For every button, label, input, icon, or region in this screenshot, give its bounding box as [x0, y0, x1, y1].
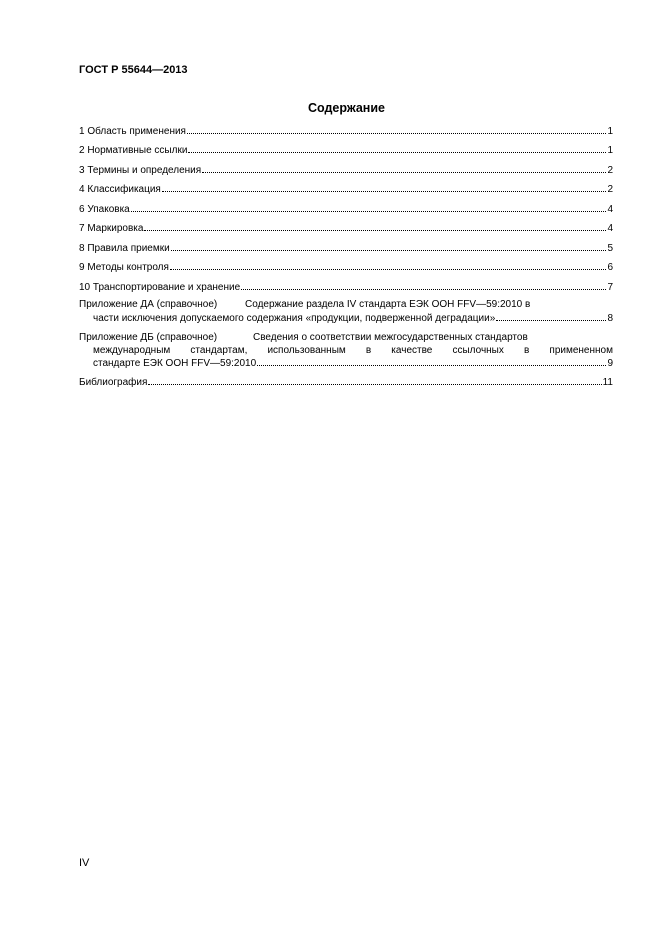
toc-entry[interactable]: [79, 144, 613, 157]
toc-entry-page: 2: [607, 165, 613, 176]
leader-dots: [171, 250, 607, 251]
leader-dots: [144, 230, 606, 231]
word: примененном: [549, 345, 613, 356]
page-number: IV: [79, 857, 90, 869]
toc-entry-label: 3 Термины и определения: [79, 165, 202, 176]
toc-entry[interactable]: [79, 222, 613, 235]
toc-entry-label: части исключения допускаемого содержания «продукции, подверженной деградации»: [93, 313, 496, 324]
toc-entry-page: 4: [607, 223, 613, 234]
word: ссылочных: [452, 345, 504, 356]
word: международным: [93, 345, 171, 356]
toc-entry-label: 4 Классификация: [79, 184, 161, 195]
appendix-db-prefix: Приложение ДБ (справочное): [79, 332, 218, 343]
leader-dots: [131, 211, 607, 212]
toc-entry-label: 7 Маркировка: [79, 223, 144, 234]
word: в: [523, 345, 530, 356]
toc-entry-label: 9 Методы контроля: [79, 262, 169, 273]
toc-entry-label: 8 Правила приемки: [79, 243, 170, 254]
appendix-db-title-line3: [93, 357, 613, 370]
toc-entry-page: 1: [607, 126, 613, 137]
appendix-da-title-line2: [93, 312, 613, 325]
toc-entry[interactable]: [79, 125, 613, 138]
leader-dots: [170, 269, 607, 270]
toc-entry-label: 2 Нормативные ссылки: [79, 145, 188, 156]
toc-entry-label: 1 Область применения: [79, 126, 186, 137]
leader-dots: [162, 191, 607, 192]
toc-entry[interactable]: [79, 164, 613, 177]
toc-entry-page: 9: [607, 358, 613, 369]
toc-entry-page: 11: [602, 377, 613, 388]
leader-dots: [188, 152, 606, 153]
toc-entry-page: 8: [607, 313, 613, 324]
appendix-db-title-line1: Сведения о соответствии межгосударственных стандартов: [253, 332, 528, 343]
leader-dots: [202, 172, 606, 173]
toc-entry-page: 1: [607, 145, 613, 156]
word: стандартам,: [190, 345, 248, 356]
toc-entry-page: 4: [607, 204, 613, 215]
toc-entry-label: Библиография: [79, 377, 148, 388]
toc-entry[interactable]: [79, 281, 613, 294]
leader-dots: [148, 384, 601, 385]
toc-title: Содержание: [307, 101, 385, 115]
toc-entry-label: стандарте ЕЭК ООН FFV—59:2010: [93, 358, 257, 369]
toc-entry[interactable]: [79, 242, 613, 255]
toc-entry-label: 6 Упаковка: [79, 204, 130, 215]
toc-entry[interactable]: [79, 183, 613, 196]
word: в: [365, 345, 372, 356]
toc-entry-page: 2: [607, 184, 613, 195]
word: качестве: [391, 345, 433, 356]
leader-dots: [257, 365, 606, 366]
appendix-da-title-line1: Содержание раздела IV стандарта ЕЭК ООН FFV—59:2010 в: [245, 299, 531, 310]
word: использованным: [267, 345, 346, 356]
toc-entry[interactable]: [79, 261, 613, 274]
toc-entry-label: 10 Транспортирование и хранение: [79, 282, 241, 293]
toc-entry-page: 5: [607, 243, 613, 254]
appendix-db-title-line2: [93, 344, 613, 357]
leader-dots: [241, 289, 606, 290]
toc-entry-page: 7: [607, 282, 613, 293]
toc-entry-page: 6: [607, 262, 613, 273]
leader-dots: [187, 133, 606, 134]
appendix-da-prefix: Приложение ДА (справочное): [79, 299, 218, 310]
toc-entry[interactable]: [79, 203, 613, 216]
leader-dots: [496, 320, 606, 321]
document-header: ГОСТ Р 55644—2013: [79, 64, 188, 76]
toc-entry-bibliography[interactable]: [79, 376, 613, 389]
